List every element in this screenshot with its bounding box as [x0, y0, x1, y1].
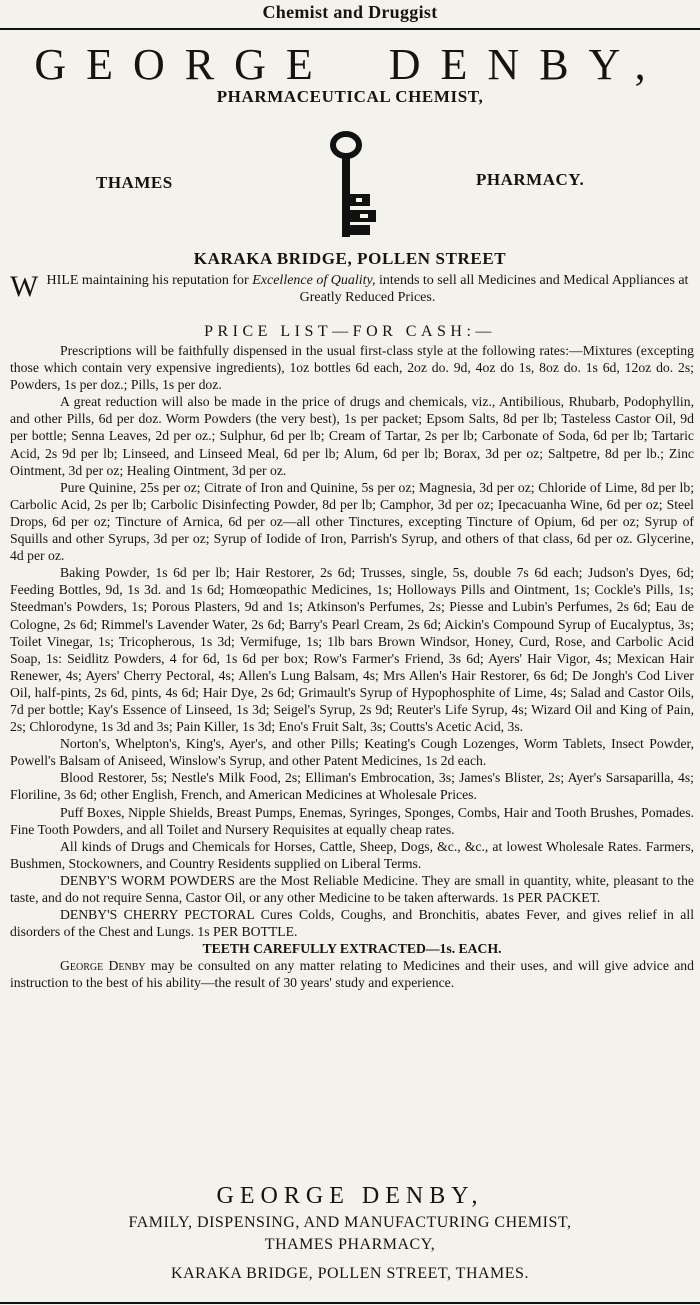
top-rule	[0, 28, 700, 30]
key-icon	[326, 130, 378, 240]
intro-text-start: HILE maintaining his reputation for	[46, 273, 253, 288]
paragraph-drugs-chemicals: A great reduction will also be made in the price of drugs and chemicals, viz., Antibilious, Rhubarb, Podophyllin, and other Pills, 6d per doz. Worm Powders (the very best), 1s per packet; Epsom Salts, 8d per lb; Tasteless Castor Oil, 9d per bottle; Senna Leaves, 2d per oz.; Sulphur, 6d per lb; Cream of Tartar, 2s per lb; Carbonate of Soda, 6d per lb; Tartaric Acid, 2s 9d per lb; Linseed, and Linseed Meal, 6d per lb; Alum, 6d per lb; Borax, 3d per oz; Saltpetre, 8d per lb.; Zinc Ointment, 3d per oz; Healing Ointment, 3d per oz.	[10, 394, 694, 478]
thames-label: THAMES	[96, 173, 173, 192]
paragraph-quinine: Pure Quinine, 25s per oz; Citrate of Iron and Quinine, 5s per oz; Magnesia, 3d per oz; Chloride of Lime, 8d per lb; Carbolic Acid, 2s per lb; Carbolic Disinfecting Powder, 8d per lb; Camphor, 3d per oz; Ipecacuanha Wine, 6d per oz; Steel Drops, 6d per oz; Tincture of Arnica, 6d per oz—all other Tinctures, excepting Tincture of Opium, 6d per oz; Syrup of Squills and other Syrups, 3d per oz; Syrup of Iodide of Iron, Parrish's Syrup, and others of that class, 6d per oz. Glycerine, 4d per oz.	[10, 479, 694, 564]
paragraph-toilet: Puff Boxes, Nipple Shields, Breast Pumps, Enemas, Syringes, Sponges, Combs, Hair and Tooth Brushes, Pomades. Fine Tooth Powders, and all Toilet and Nursery Requisites at equally cheap rates.	[10, 804, 694, 837]
headline-last-name: DENBY,	[388, 40, 666, 89]
intro-paragraph	[40, 272, 695, 306]
footer-line-2: THAMES PHARMACY,	[264, 1236, 436, 1253]
headline-name	[0, 40, 700, 90]
pharmaceutical-chemist-title: PHARMACEUTICAL CHEMIST,	[216, 87, 484, 106]
price-list-body	[10, 342, 694, 992]
pharmacy-label: PHARMACY.	[476, 170, 585, 189]
paragraph-sundries: Baking Powder, 1s 6d per lb; Hair Restorer, 2s 6d; Trusses, single, 5s, double 7s 6d each; Judson's Dyes, 6d; Feeding Bottles, 9d, 1s 3d. and 1s 6d; Homœopathic Medicines, 1s; Holloways Pills and Ointment, 1s; Cockle's Pills, 1s; Steedman's Powders, 1s; Porous Plasters, 9d and 1s; Atkinson's Perfumes, 2s; Piesse and Lubin's Perfumes, 2s 6d; Eau de Cologne, 2s 6d; Rimmel's Lavender Water, 2s 6d; Barry's Pearl Cream, 2s 6d; Aickin's Compound Syrup of Eucalyptus, 3s; Toilet Vinegar, 1s; Tricopherous, 1s 3d; Vermifuge, 1s; 1lb bars Brown Windsor, Honey, Curd, Rose, and Carbolic Acid Soap, 1s: Seidlitz Powders, 4 for 6d, 1s 6d per box; Row's Farmer's Friend, 3s 6d; Ayers' Hair Vigor, 4s; Mexican Hair Renewer, 4s; Ayers' Cherry Pectoral, 4s; Allen's Lung Balsam, 4s; Mrs Allen's Hair Restorer, 6s 6d; De Jongh's Cod Liver Oil, half-pints, 2s 6d, pints, 4s 6d; Hair Dye, 2s 6d; Grimault's Syrup of Hypophosphite of Lime, 4s; Salad and Castor Oils, 7d per bottle; Kay's Essence of Linseed, 1s 3d; Seigel's Syrup, 2s 9d; Reuter's Life Syrup, 4s; Wizard Oil and King of Pain, 2s; Chlorodyne, 1s 3d and 3s; Pain Killer, 1s 3d; Eno's Fruit Salt, 3s; Coutts's Acetic Acid, 3s.	[10, 565, 694, 735]
bottom-rule	[0, 1302, 700, 1304]
consult-text: may be consulted on any matter relating to Medicines and their uses, and will give advice and instruction to the best of his ability—the result of 30 years' study and experience.	[10, 958, 694, 991]
drop-cap: W	[10, 270, 39, 303]
intro-text-end: intends to sell all Medicines and Medical Appliances at Greatly Reduced Prices.	[299, 273, 689, 305]
running-head: Chemist and Druggist	[262, 2, 438, 22]
teeth-notice: TEETH CAREFULLY EXTRACTED—1s. EACH.	[202, 941, 502, 957]
consult-name: George Denby	[60, 958, 146, 974]
headline-first-name: GEORGE	[34, 40, 333, 89]
footer-line-3: KARAKA BRIDGE, POLLEN STREET, THAMES.	[171, 1265, 529, 1282]
footer-line-1: FAMILY, DISPENSING, AND MANUFACTURING CHEMIST,	[128, 1214, 572, 1231]
paragraph-worm-powders: DENBY'S WORM POWDERS are the Most Reliable Medicine. They are small in quantity, white, pleasant to the taste, and do not require Senna, Castor Oil, or any other Medicine to be taken afterwards. 1s PER PACKET.	[10, 872, 694, 905]
paragraph-veterinary: All kinds of Drugs and Chemicals for Horses, Cattle, Sheep, Dogs, &c., &c., at lowest Wholesale Rates. Farmers, Bushmen, Stockowners, and Country Residents supplied on Liberal Terms.	[10, 838, 694, 871]
paragraph-cherry-pectoral: DENBY'S CHERRY PECTORAL Cures Colds, Coughs, and Bronchitis, abates Fever, and gives relief in all disorders of the Chest and Lungs. 1s PER BOTTLE.	[10, 907, 694, 940]
intro-italic: Excellence of Quality,	[252, 273, 376, 288]
paragraph-blood-restorer: Blood Restorer, 5s; Nestle's Milk Food, 2s; Elliman's Embrocation, 3s; James's Blister, 2s; Ayer's Sarsaparilla, 4s; Floriline, 3s 6d; other English, French, and American Medicines at Wholesale Prices.	[10, 770, 694, 803]
price-list-title: PRICE LIST—FOR CASH:—	[204, 323, 496, 340]
paragraph-pills: Norton's, Whelpton's, King's, Ayer's, and other Pills; Keating's Cough Lozenges, Worm Tablets, Insect Powder, Powell's Balsam of Aniseed, Winslow's Syrup, and other Patent Medicines, 1s 2d each.	[10, 736, 694, 769]
address-line: KARAKA BRIDGE, POLLEN STREET	[193, 249, 507, 268]
footer-name: GEORGE DENBY,	[216, 1183, 484, 1209]
paragraph-prescriptions: Prescriptions will be faithfully dispensed in the usual first-class style at the following rates:—Mixtures (excepting those which contain very expensive ingredients), 1oz bottles 6d each, 2oz do. 9d, 4oz do 1s, 8oz do. 1s 6d, 12oz do. 2s; Powders, 1s per doz.; Pills, 1s per doz.	[10, 343, 694, 393]
paragraph-consult	[10, 957, 694, 991]
